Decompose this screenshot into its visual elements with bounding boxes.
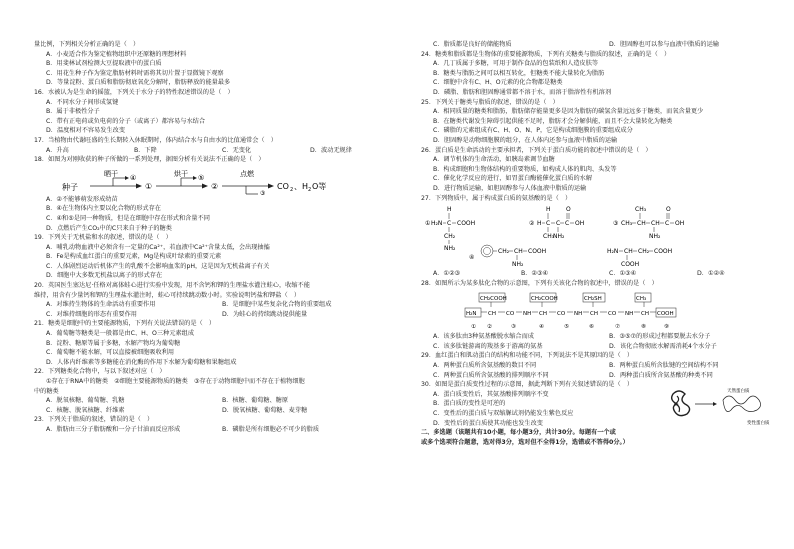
q18-flow-diagram — [34, 165, 398, 195]
fig18-h2o: H — [302, 181, 309, 191]
svg-text:CH₂: CH₂ — [498, 248, 510, 256]
svg-text:2: 2 — [290, 186, 294, 193]
q28-option-b: B．③⑤⑦的形成过程都要脱去水分子 — [609, 333, 711, 341]
svg-text:NH₂: NH₂ — [444, 245, 456, 253]
q20-stem: 20．英国医生塞达尼·任格对离体蛙心进行实验中发现，用不含钙和钾的生理盐水灌注蛙心，收缩不能 — [34, 282, 310, 290]
q26-option-d: D．进行物质运输，如胆固醇参与人体血液中脂质的运输 — [433, 184, 587, 192]
q18-option-c: C．④和⑤是同一种物质，但是在细胞中存在形式和含量不同 — [46, 214, 210, 222]
q20-option-c: C．对维持细胞的形态有重要作用 — [46, 310, 137, 318]
svg-text:NH₂: NH₂ — [553, 233, 565, 241]
q15-option-a: A．小麦适合作为鉴定植物组织中还原糖的理想材料 — [46, 50, 187, 58]
section-2-heading: 二、多选题（该题共有10小题，每小题3分，共计30分。每题有一个或 — [421, 429, 616, 437]
q30-option-a: A．蛋白质变性后，其氨基酸排列顺序不变 — [433, 390, 549, 398]
q24-stem: 24．糖类和脂质都是生物体的重要能源物质，下列有关糖类与脂质的叙述，正确的是（ ） — [421, 50, 671, 58]
q29-stem: 29．血红蛋白和肌动蛋白的结构和功能不同，下列说法不是其原因的是（ ） — [421, 352, 634, 360]
q27-option-b: B．②③④ — [521, 270, 549, 278]
svg-text:O: O — [566, 206, 571, 214]
q17-option-d: D．波动无规律 — [310, 146, 352, 154]
q17-option-b: B．下降 — [134, 146, 157, 154]
q19-stem: 19．下列关于无机盐和水的叙述，错误的是（ ） — [34, 234, 172, 242]
q15-option-d: D．等量淀粉、蛋白质和脂肪彻底氧化分解时，脂肪释放的能量最多 — [46, 79, 231, 87]
q23-option-c: C．脂质都是良好的储能物质 — [433, 41, 512, 48]
svg-text:CH₂COOH: CH₂COOH — [531, 296, 558, 303]
svg-text:CO: CO — [506, 311, 515, 318]
svg-text:、: 、 — [294, 181, 302, 191]
svg-text:①: ① — [425, 220, 431, 228]
q23-option-d: D．胆固醇也可以参与血液中脂质的运输 — [609, 41, 719, 48]
svg-text:H: H — [537, 220, 542, 228]
svg-text:COOH: COOH — [528, 248, 547, 256]
q25-stem: 25．下列关于糖类与脂质的叙述，错误的是（ ） — [421, 98, 559, 106]
q29-option-c: C．两种蛋白质所含氨基酸的排列顺序不同 — [433, 371, 549, 379]
amino-acid-extra — [607, 248, 672, 268]
q28-option-a: A．该多肽由3种氨基酸脱水缩合而成 — [433, 333, 534, 341]
q30-option-d: D．变性后的蛋白质使其功能也发生改变 — [433, 419, 543, 427]
svg-text:OH: OH — [575, 220, 585, 228]
q30-denaturation-figure — [665, 386, 783, 428]
q17-option-c: C．无变化 — [222, 146, 252, 154]
q24-option-b: B．糖类与脂肪之间可以相互转化，但糖类不能大量转化为脂肪 — [433, 69, 605, 77]
q22-options-ab — [34, 396, 398, 406]
q26-option-b: B．构成细胞和生物体结构的重要物质，如构成人体的肌肉、头发等 — [433, 165, 617, 173]
fig30-label-denatured: 变性蛋白质 — [747, 421, 770, 427]
q16-option-c: C．带有正电荷或负电荷的分子（或离子）都容易与水结合 — [46, 117, 206, 125]
amino-acid-4 — [469, 245, 546, 268]
fig18-h2o-tail: O等 — [312, 181, 327, 191]
q19-option-c: C．人体剧烈运动后机体产生的乳酸不会影响血浆的pH，这是因为无机盐离子有关 — [46, 262, 270, 270]
svg-text:H: H — [447, 206, 452, 214]
svg-text:⑧: ⑧ — [641, 324, 646, 331]
q20-option-a: A．对维持生物体的生命活动有重要作用 — [46, 301, 156, 309]
q23-option-b: B．磷脂是所有细胞必不可少的脂质 — [222, 425, 320, 433]
svg-text:CH: CH — [539, 311, 547, 318]
svg-text:C: C — [556, 220, 561, 228]
amino-acid-2 — [529, 206, 584, 240]
q28-stem: 28．如图所示为某多肽化合物的示意图，下列有关该化合物的叙述中，错误的是（ ） — [421, 279, 658, 287]
q29-option-a: A．两种蛋白质所含氨基酸的数目不同 — [433, 362, 537, 370]
q15-option-b: B．用斐林试剂检测大豆提取液中的蛋白质 — [46, 60, 162, 68]
svg-text:⑦: ⑦ — [615, 324, 620, 331]
svg-text:NH: NH — [523, 311, 532, 318]
amino-acid-3 — [613, 206, 684, 240]
svg-text:④: ④ — [469, 254, 475, 262]
svg-text:CH: CH — [637, 220, 646, 228]
q16-option-a: A．不同水分子间形成氢键 — [46, 98, 119, 106]
q23-options-ab — [34, 425, 398, 435]
svg-text:CH: CH — [488, 311, 496, 318]
q22-option-c: C．核糖、脱氧核糖、纤维素 — [46, 406, 125, 414]
q24-option-c: C．细胞中含有C、H、O元素的化合物都是糖类 — [433, 79, 563, 87]
q30-block — [421, 380, 785, 428]
q28-polypeptide-diagram — [421, 288, 785, 332]
q26-option-c: C．催化化学反应的进行，如胃蛋白酶能催化蛋白质的水解 — [433, 175, 593, 183]
svg-text:C: C — [447, 220, 452, 228]
q29-option-d: D．两种蛋白质所含氨基酸的种类不同 — [609, 371, 713, 379]
right-column — [421, 40, 785, 447]
q21-option-b: B．淀粉、糖原等属于多糖，水解产物均为葡萄糖 — [46, 339, 181, 347]
q19-option-b: B．Fe是构成血红蛋白的重要元素，Mg是构成叶绿素的重要元素 — [46, 253, 222, 261]
q23-options-cd — [421, 40, 785, 50]
svg-text:COOH: COOH — [457, 220, 476, 228]
fig18-n1: ① — [145, 181, 153, 191]
q16-option-d: D．温度相对不容易发生改变 — [46, 127, 126, 135]
section-2-heading-2: 或多个选项符合题意，选对得3分，选对但不全得1分，选错或不答得0分。） — [421, 438, 629, 446]
q27-amino-acid-structures — [421, 203, 785, 269]
q23-stem: 23．下列关于脂质的叙述，错误的是（ ） — [34, 416, 154, 424]
q20-stem-2: 维持，用含有少量钙和钾的生理盐水灌注时，蛙心可持续跳动数小时。实验说明钙盐和钾盐（ ） — [34, 291, 301, 299]
q25-option-b: B．在糖类代谢发生障碍引起供能不足时，脂肪才会分解供能，而且不会大量转化为糖类 — [433, 117, 673, 125]
svg-text:OH: OH — [675, 220, 685, 228]
q22-option-a: A．脱氧核糖、葡萄糖、乳糖 — [46, 397, 125, 405]
svg-text:COOH: COOH — [654, 248, 673, 256]
q21-option-d: D．人体内纤维素等多糖能在消化酶的作用下水解为葡萄糖和果糖组成 — [46, 358, 237, 366]
q25-option-c: C．磷脂的元素组成有C、H、O、N、P，它是构成细胞膜的重要组成成分 — [433, 127, 633, 135]
q27-option-c: C．①③④ — [609, 270, 637, 278]
svg-text:CH: CH — [590, 311, 598, 318]
q29-options-cd — [421, 371, 785, 381]
q18-option-a: A．②不能够萌发形成幼苗 — [46, 195, 118, 203]
q30-stem: 30．如图是蛋白质变性过程的示意图，据此判断下列有关叙述错误的是（ ） — [421, 381, 634, 389]
q25-option-a: A．相同质量的糖类和脂肪，脂肪储存能量更多是因为脂肪的碳氢含量远远多于糖类，而氧含量更少 — [433, 108, 704, 116]
svg-text:CH₂: CH₂ — [638, 248, 650, 256]
svg-text:NH: NH — [625, 311, 634, 318]
svg-text:C: C — [665, 220, 670, 228]
q17-options — [34, 146, 398, 156]
svg-text:CH₂SH: CH₂SH — [584, 296, 602, 303]
svg-text:CH: CH — [514, 248, 523, 256]
q22-stem: 22．下列糖类化合物中，与以下叙述对应（ ） — [34, 368, 166, 376]
fig18-sun-label: 晒干 — [104, 169, 118, 178]
q15-stem: 量比例，下列相关分析正确的是（ ） — [34, 41, 140, 48]
svg-text:CH₃: CH₃ — [621, 220, 633, 228]
q20-options-ab — [34, 300, 398, 310]
q29-options-ab — [421, 361, 785, 371]
svg-text:CO: CO — [608, 311, 617, 318]
q28-options-cd — [421, 342, 785, 352]
svg-text:④: ④ — [539, 324, 544, 331]
q30-option-b: B．蛋白质的变性是可逆的 — [433, 400, 506, 408]
svg-text:②: ② — [529, 220, 535, 228]
fig18-ignite-label: 点燃 — [240, 169, 254, 178]
q20-options-cd — [34, 310, 398, 320]
fig18-n5: ⑤ — [198, 173, 205, 182]
left-column — [34, 40, 398, 435]
q22-line-3: 中的糖类 — [34, 387, 59, 395]
q20-option-b: B．是细胞中某些复杂化合物的重要组成 — [222, 301, 332, 309]
svg-text:③: ③ — [511, 324, 516, 331]
fig18-seed: 种子 — [62, 182, 78, 192]
q18-option-b: B．④在生物体内主要以化合物的形式存在 — [46, 205, 161, 213]
q17-option-a: A．升高 — [46, 146, 69, 154]
svg-text:CH₂: CH₂ — [444, 233, 456, 241]
q28-options-ab — [421, 332, 785, 342]
amino-acid-1 — [425, 206, 475, 252]
svg-text:②: ② — [487, 324, 492, 331]
q21-stem: 21．糖类是细胞中的主要能源物质，下列有关说法错误的是（ ） — [34, 320, 216, 328]
q22-option-b: B．核糖、葡萄糖、糖原 — [222, 397, 289, 405]
svg-text:①: ① — [471, 324, 476, 331]
q18-option-d: D．点燃后产生CO₂中的C只来自于种子的糖类 — [46, 224, 172, 232]
svg-text:CH₃: CH₃ — [636, 296, 647, 303]
q28-option-c: C．该多肽链游离的羧基多于游离的氨基 — [433, 342, 543, 350]
q22-option-d: D．脱氧核糖、葡萄糖、麦芽糖 — [222, 406, 308, 414]
q30-option-c: C．变性后的蛋白质与双缩脲试剂仍能发生紫色反应 — [433, 410, 574, 418]
svg-text:COOH: COOH — [621, 261, 640, 269]
svg-text:CH: CH — [651, 220, 660, 228]
q24-option-a: A．几丁质属于多糖，可用于制作食品的包装纸和人造皮肤等 — [433, 60, 599, 68]
q27-option-d: D．①②④ — [697, 270, 725, 278]
svg-text:C: C — [565, 220, 570, 228]
svg-text:③: ③ — [613, 220, 619, 228]
fig18-n3: ③ — [260, 189, 266, 195]
svg-text:C: C — [546, 220, 551, 228]
q16-stem: 16．水被认为是生命的摇篮，下列关于水分子的特性叙述错误的是（ ） — [34, 88, 234, 96]
svg-text:⑥: ⑥ — [589, 324, 594, 331]
fig18-bake-label: 烘干 — [174, 169, 188, 178]
svg-text:NH₂: NH₂ — [649, 233, 661, 241]
svg-text:⑨: ⑨ — [664, 324, 669, 331]
q22-options-cd — [34, 406, 398, 416]
q29-option-b: B．两种蛋白质所含肽键的空间结构不同 — [609, 362, 719, 370]
q20-option-d: D．为蛙心的持续跳动提供能量 — [222, 310, 308, 318]
svg-text:CH: CH — [624, 248, 633, 256]
svg-text:H₂N: H₂N — [431, 220, 443, 228]
fig18-n2: ② — [211, 181, 219, 191]
svg-text:CH₃: CH₃ — [635, 206, 647, 214]
q19-option-a: A．哺乳动物血液中必须含有一定量的Ca²⁺，若血液中Ca²⁺含量太低，会出现抽搐 — [46, 243, 270, 251]
q16-option-b: B．属于非极性分子 — [46, 108, 100, 116]
svg-text:H₂N: H₂N — [607, 248, 619, 256]
svg-text:O: O — [666, 206, 671, 214]
q23-option-a: A．脂肪由三分子脂肪酸和一分子甘油而反应形成 — [46, 425, 181, 433]
svg-text:NH: NH — [574, 311, 583, 318]
svg-text:⑤: ⑤ — [564, 324, 569, 331]
q25-option-d: D．胆固醇是动物细胞膜的组分，在人体内还参与血液中脂质的运输 — [433, 136, 618, 144]
q26-option-a: A．调节机体的生命活动，如胰岛素调节血糖 — [433, 156, 555, 164]
svg-text:CH₂COOH: CH₂COOH — [480, 296, 507, 303]
q26-stem: 26．蛋白质是生命活动的主要承担者，下列关于蛋白质功能的叙述中错误的是（ ） — [421, 146, 652, 154]
q21-option-c: C．葡萄糖不能水解，可以直接被细胞吸收利用 — [46, 349, 175, 357]
svg-text:NH₂: NH₂ — [512, 261, 524, 269]
fig18-n4: ④ — [130, 173, 137, 182]
fig18-co2: CO — [277, 181, 289, 191]
q22-line-2: ①存在于RNA中的糖类 ②细胞主要能源物质的糖类 ③存在于动物细胞中而不存在于植物细胞 — [46, 378, 305, 385]
q15-option-c: C．用花生种子作为鉴定脂肪材料时需将其切片置于显微镜下观察 — [46, 69, 224, 77]
q27-option-a: A．①②③ — [433, 270, 461, 278]
q18-stem: 18．如图为对刚收获的种子所做的一系列处理，据图分析有关说法不正确的是（ ） — [34, 156, 265, 164]
svg-text:H: H — [546, 206, 551, 214]
q21-option-a: A．葡萄糖等糖类是一般都是由C、H、O三种元素组成 — [46, 330, 195, 338]
fig30-label-native: 天然蛋白质 — [727, 389, 750, 395]
q19-option-d: D．细胞中大多数无机盐以离子的形式存在 — [46, 272, 163, 280]
q27-options — [421, 269, 785, 279]
q28-option-d: D．该化合物彻底水解需消耗4个水分子 — [609, 342, 717, 350]
svg-text:2: 2 — [308, 186, 312, 193]
svg-text:CH₃: CH₃ — [543, 233, 555, 241]
svg-text:CH: CH — [641, 311, 649, 318]
q24-option-d: D．磷脂、脂肪和胆固醇通常都不溶于水，而溶于脂溶性有机溶剂 — [433, 88, 612, 96]
svg-text:COOH: COOH — [657, 311, 674, 318]
q27-stem: 27．下列物质中，属于构成蛋白质的氨基酸的是（ ） — [421, 194, 572, 202]
svg-text:H₂N: H₂N — [466, 311, 477, 318]
svg-text:CO: CO — [557, 311, 566, 318]
q17-stem: 17．当植物由代谢旺盛的生长期转入休眠期时，体内结合水与自由水的比值通常会（ ） — [34, 136, 277, 144]
